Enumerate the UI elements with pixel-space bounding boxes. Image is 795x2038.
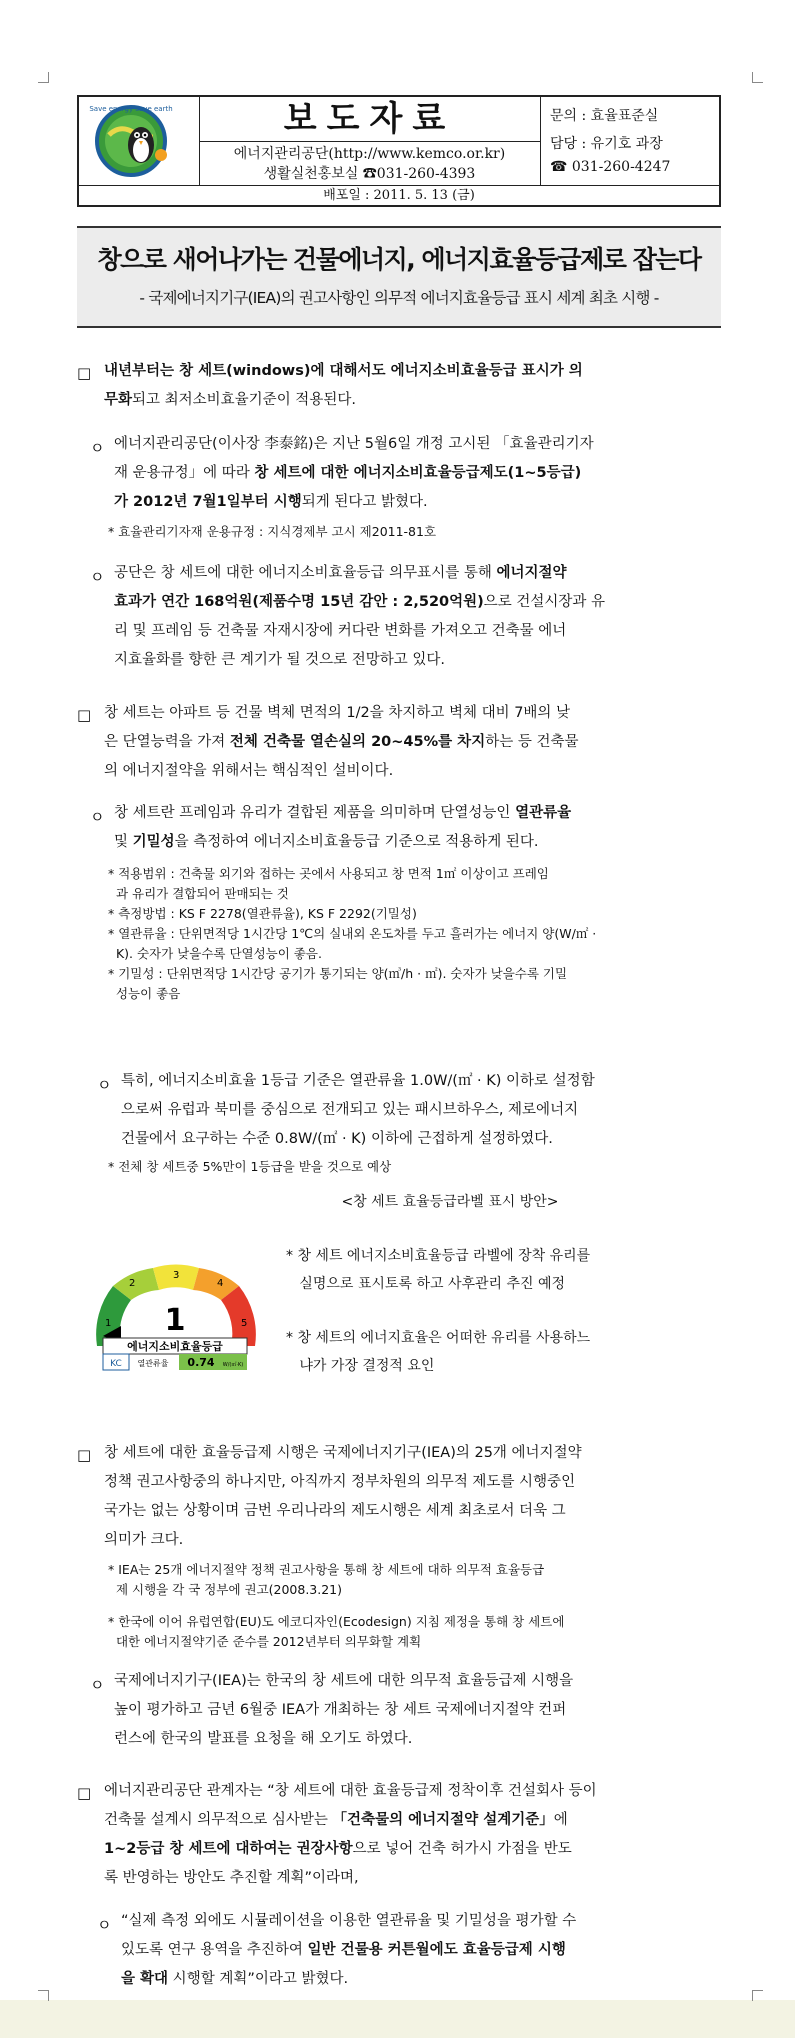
circle-bullet-icon: ㅇ — [90, 1676, 105, 1694]
paragraph — [104, 357, 721, 415]
grade-value: 1 — [164, 1303, 186, 1338]
text-bold: 창 세트에 대한 에너지소비효율등급제도(1~5등급) — [254, 465, 582, 481]
text-bold: 전체 건축물 열손실의 20~45%를 차지 — [229, 734, 486, 750]
grade-3-label: 3 — [173, 1270, 180, 1281]
department: 생활실천홍보실 ☎031-260-4393 — [263, 166, 476, 182]
subheadline: - 국제에너지기구(IEA)의 권고사항인 의무적 에너지효율등급 표시 세계 최초 시행 - — [139, 289, 659, 307]
circle-bullet-icon: ㅇ — [97, 1916, 112, 1934]
page-title: 보도자료 — [199, 97, 540, 142]
circle-bullet-icon: ㅇ — [90, 808, 105, 826]
contact-phone: ☎ 031-260-4247 — [550, 159, 671, 175]
text: 에 — [553, 1812, 568, 1828]
paragraph — [114, 559, 721, 675]
circle-bullet-icon: ㅇ — [90, 568, 105, 586]
paragraph — [114, 1667, 721, 1754]
crop-mark — [752, 1990, 763, 2001]
text: 창 세트에 대한 효율등급제 시행은 국제에너지기구(IEA)의 25개 에너지절약 — [104, 1445, 582, 1461]
text-bold: 에너지절약 — [496, 565, 567, 581]
kc-mark: KC — [110, 1359, 122, 1369]
footnote-list: * 적용범위 : 건축물 외기와 접하는 곳에서 사용되고 창 면적 1㎡ 이상이고 프레임 과 유리가 결합되어 판매되는 것 * 측정방법 : KS F 2278(열관류율), KS F 2292(기밀성) * 열관류율 : 단위면적당 1시간당 1℃의 실내외 온도차를 두고 흘러가는 에너지 양(W/㎡ · K). 숫자가 낮을수록 단열성능이 좋음. * 기밀성 : 단위면적당 1시간당 공기가 통기되는 양(㎥/h · ㎡). 숫자가 낮을수록 기밀 성능이 좋음 — [108, 866, 597, 1001]
grade-4-label: 4 — [217, 1278, 224, 1289]
label-caption: <창 세트 효율등급라벨 표시 방안> — [341, 1194, 559, 1210]
contact-dept: 문의 : 효율표준실 — [550, 108, 659, 124]
text: 에너지관리공단 관계자는 “창 세트에 대한 효율등급제 정착이후 건설회사 등이 — [104, 1783, 597, 1799]
text: 및 — [114, 834, 133, 850]
headline: 창으로 새어나가는 건물에너지, 에너지효율등급제로 잡는다 — [97, 245, 701, 274]
text-bold: 열관류율 — [515, 805, 572, 821]
text: 하는 등 건축물 — [485, 734, 579, 750]
footnote-list: * IEA는 25개 에너지절약 정책 권고사항을 통해 창 세트에 대하 의무적 효율등급 제 시행을 각 국 정부에 권고(2008.3.21) — [108, 1562, 545, 1597]
text: 으로 넣어 건축 허가시 가점을 반도 — [352, 1841, 572, 1857]
crop-mark — [38, 1990, 49, 2001]
text: 런스에 한국의 발표를 요청을 해 오기도 하였다. — [114, 1731, 413, 1747]
text: 을 측정하여 에너지소비효율등급 기준으로 적용하게 된다. — [174, 834, 539, 850]
text: 건물에서 요구하는 수준 0.8W/(㎡ · K) 이하에 근접하게 설정하였다. — [121, 1131, 553, 1147]
text-bold: 「건축물의 에너지절약 설계기준」 — [332, 1812, 554, 1828]
grade-2-label: 2 — [129, 1278, 136, 1289]
text: 시행할 계획”이라고 밝혔다. — [168, 1971, 349, 1987]
paragraph — [121, 1907, 721, 1994]
square-bullet-icon: □ — [77, 1784, 92, 1802]
text: 되고 최저소비효율기준이 적용된다. — [132, 392, 356, 408]
text-bold: 1~2등급 창 세트에 대하여는 권장사항 — [104, 1841, 353, 1857]
text: 정책 권고사항중의 하나지만, 아직까지 정부차원의 의무적 제도를 시행중인 — [104, 1474, 576, 1490]
paragraph — [114, 799, 721, 857]
circle-bullet-icon: ㅇ — [97, 1076, 112, 1094]
text: “실제 측정 외에도 시뮬레이션을 이용한 열관류율 및 기밀성을 평가할 수 — [121, 1913, 577, 1929]
crop-mark — [752, 72, 763, 83]
text: 창 세트란 프레임과 유리가 결합된 제품을 의미하며 단열성능인 — [114, 805, 516, 821]
text: 건축물 설계시 의무적으로 심사받는 — [104, 1812, 333, 1828]
footnote: * 효율관리기자재 운용규정 : 지식경제부 고시 제2011-81호 — [108, 524, 437, 539]
text: 의 에너지절약을 위해서는 핵심적인 설비이다. — [104, 763, 394, 779]
unit: W/(㎡·K) — [222, 1362, 244, 1368]
text: 창 세트는 아파트 등 건물 벽체 면적의 1/2을 차지하고 벽체 대비 7배의 낮 — [104, 705, 571, 721]
contact-info — [540, 97, 719, 185]
text-bold: 무화 — [104, 392, 133, 408]
release-date: 배포일 : 2011. 5. 13 (금) — [79, 185, 719, 206]
paragraph — [114, 430, 721, 517]
label-notes: * 창 세트 에너지소비효율등급 라벨에 장착 유리를 실명으로 표시토록 하고 사후관리 추진 예정 — [286, 1248, 591, 1292]
text: 높이 평가하고 금년 6월중 IEA가 개최하는 창 세트 국제에너지절약 컨퍼 — [114, 1702, 567, 1718]
text: 리 및 프레임 등 건축물 자재시장에 커다란 변화를 가져오고 건축물 에너 — [114, 623, 567, 639]
text: 은 단열능력을 가져 — [104, 734, 230, 750]
text: 으로 건설시장과 유 — [483, 594, 606, 610]
paragraph — [121, 1067, 721, 1154]
crop-mark — [38, 72, 49, 83]
square-bullet-icon: □ — [77, 706, 92, 724]
label-notes: * 창 세트의 에너지효율은 어떠한 유리를 사용하느 냐가 가장 결정적 요인 — [286, 1330, 591, 1374]
grade-5-label: 5 — [241, 1318, 248, 1329]
text: 공단은 창 세트에 대한 에너지소비효율등급 의무표시를 통해 — [114, 565, 497, 581]
paragraph — [104, 1777, 721, 1893]
paragraph — [104, 1439, 721, 1555]
text: 의미가 크다. — [104, 1532, 184, 1548]
text: 록 반영하는 방안도 추진할 계획”이라며, — [104, 1870, 359, 1886]
text: 특히, 에너지소비효율 1등급 기준은 열관류율 1.0W/(㎡ · K) 이하로 설정함 — [121, 1073, 595, 1089]
text: 에너지관리공단(이사장 李泰銘)은 지난 5월6일 개정 고시된 「효율관리기자 — [114, 436, 594, 452]
text-bold: 일반 건물용 커튼월에도 효율등급제 시행 — [307, 1942, 566, 1958]
text: 되게 된다고 밝혔다. — [301, 494, 428, 510]
grade-1-label: 1 — [105, 1318, 112, 1329]
text: 재 운용규정」에 따라 — [114, 465, 255, 481]
text: 국제에너지기구(IEA)는 한국의 창 세트에 대한 의무적 효율등급제 시행을 — [114, 1673, 574, 1689]
headline-box — [77, 226, 721, 328]
text-bold: 효과가 연간 168억원(제품수명 15년 감안 : 2,520억원) — [114, 594, 484, 610]
square-bullet-icon: □ — [77, 364, 92, 382]
organization: 에너지관리공단(http://www.kemco.or.kr) — [233, 146, 506, 162]
contact-person: 담당 : 유기호 과장 — [550, 136, 663, 152]
text: 으로써 유럽과 북미를 중심으로 전개되고 있는 패시브하우스, 제로에너지 — [121, 1102, 579, 1118]
circle-bullet-icon: ㅇ — [90, 439, 105, 457]
text-bold: 을 확대 — [121, 1971, 169, 1987]
text-bold: 가 2012년 7월1일부터 시행 — [114, 494, 302, 510]
square-bullet-icon: □ — [77, 1446, 92, 1464]
footnote-list: * 한국에 이어 유럽연합(EU)도 에코디자인(Ecodesign) 지침 제정을 통해 창 세트에 대한 에너지절약기준 준수를 2012년부터 의무화할 계획 — [108, 1614, 565, 1649]
kemco-logo-icon — [79, 97, 199, 185]
efficiency-label-graphic — [83, 1226, 267, 1371]
logo-cell — [79, 97, 200, 185]
efficiency-label — [83, 1226, 267, 1371]
text: 국가는 없는 상황이며 금번 우리나라의 제도시행은 세계 최초로서 더욱 그 — [104, 1503, 566, 1519]
press-release-header — [77, 95, 721, 207]
paragraph — [104, 699, 721, 786]
text: 있도록 연구 용역을 추진하여 — [121, 1942, 308, 1958]
header-center — [199, 97, 541, 185]
text-bold: 내년부터는 창 세트(windows)에 대해서도 에너지소비효율등급 표시가 의 — [104, 363, 583, 379]
text: 지효율화를 향한 큰 계기가 될 것으로 전망하고 있다. — [114, 652, 446, 668]
value-label: 열관류율 — [137, 1359, 169, 1368]
svg-text:Save energy save earth: Save energy save earth — [89, 105, 173, 113]
text-bold: 기밀성 — [132, 834, 175, 850]
label-title: 에너지소비효율등급 — [127, 1340, 223, 1353]
footnote: * 전체 창 세트중 5%만이 1등급을 받을 것으로 예상 — [108, 1159, 392, 1174]
value: 0.74 — [187, 1356, 215, 1369]
